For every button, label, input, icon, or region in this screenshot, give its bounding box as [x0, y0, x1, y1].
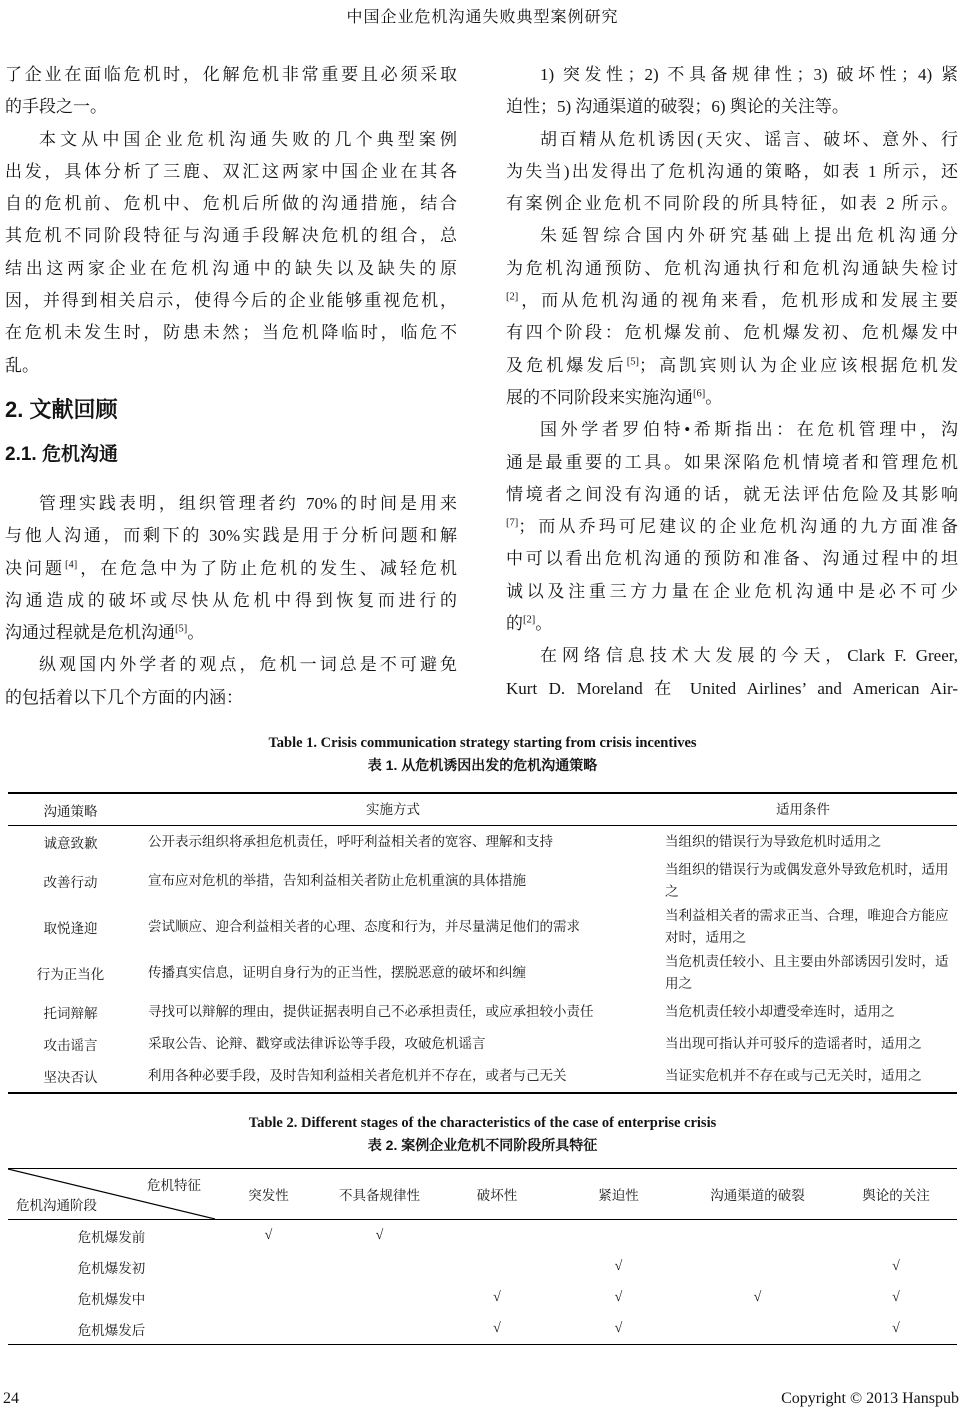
table-row	[8, 826, 957, 858]
table2-col-header: 不具备规律性	[339, 1188, 420, 1203]
text-line: 出发，具体分析了三鹿、双汇这两家中国企业在其各	[5, 161, 457, 181]
table1-caption-zh: 表 1. 从危机诱因出发的危机沟通策略	[367, 757, 598, 773]
left-column	[5, 59, 457, 714]
check-cell	[437, 1251, 557, 1282]
table2-header-row	[8, 1169, 957, 1220]
condition-cell: 当证实危机并不存在或与己无关时，适用之	[665, 1068, 922, 1083]
check-cell	[322, 1251, 437, 1282]
check-cell: √	[264, 1227, 273, 1243]
method-cell: 传播真实信息，证明自身行为的正当性，摆脱恶意的破坏和纠缠	[148, 965, 526, 980]
text-line: 因，并得到相关启示，使得今后的企业能够重视危机，	[5, 291, 457, 311]
text-line: 1) 突发性；2) 不具备规律性；3) 破坏性；4) 紧	[540, 65, 958, 84]
check-cell: √	[892, 1258, 900, 1274]
check-cell	[215, 1313, 322, 1344]
table2-col-header: 紧迫性	[598, 1188, 639, 1203]
text-line: 在网络信息技术大发展的今天，Clark F. Greer,	[540, 646, 958, 666]
page-number: 24	[3, 1390, 19, 1407]
table2-crisis-stages	[8, 1168, 957, 1345]
condition-cell: 当出现可指认并可驳斥的造谣者时，适用之	[665, 1036, 922, 1051]
text-line: 自的危机前、危机中、危机后所做的沟通措施，结合	[5, 194, 457, 214]
table1-header-method: 实施方式	[366, 801, 420, 817]
check-cell: √	[753, 1289, 762, 1305]
check-cell: √	[892, 1289, 900, 1305]
check-cell	[835, 1220, 957, 1251]
table2-col-header: 沟通渠道的破裂	[710, 1188, 805, 1203]
method-cell: 采取公告、论辩、戳穿或法律诉讼等手段，攻破危机谣言	[148, 1036, 486, 1051]
check-cell	[557, 1220, 680, 1251]
check-cell: √	[493, 1289, 501, 1305]
check-cell: √	[614, 1320, 623, 1336]
right-column	[506, 59, 958, 705]
stage-label: 危机爆发中	[77, 1291, 146, 1307]
text-line: 通是最重要的工具。如果深陷危机情境者和管理危机	[506, 452, 958, 472]
table2-col-header: 破坏性	[476, 1188, 518, 1203]
text-line: 朱延智综合国内外研究基础上提出危机沟通分	[540, 226, 958, 246]
condition-cell: 当危机责任较小却遭受牵连时，适用之	[665, 1004, 895, 1019]
text-line: 结出这两家企业在危机沟通中的缺失以及缺失的原	[5, 258, 457, 278]
text-line: 迫性；5) 沟通渠道的破裂；6) 舆论的关注等。	[506, 97, 849, 117]
text-line: 中可以看出危机沟通的预防和准备、沟通过程中的坦	[506, 549, 958, 569]
table1-header-condition: 适用条件	[776, 801, 830, 817]
text-line: 情境者之间没有沟通的话，就无法评估危险及其影响	[506, 484, 958, 504]
text-line: 决问题[4]，在危急中为了防止危机的发生、减轻危机	[5, 558, 457, 578]
corner-label-stage: 危机沟通阶段	[16, 1198, 97, 1213]
text-line: 国外学者罗伯特•希斯指出：在危机管理中，沟	[540, 420, 958, 440]
table-row	[8, 1060, 957, 1092]
text-line: 展的不同阶段来实施沟通[6]。	[506, 387, 723, 407]
condition-cell: 当组织的错误行为或偶发意外导致危机时，适用之	[665, 862, 949, 899]
text-line: 为失当)出发得出了危机沟通的策略，如表 1 所示，还	[506, 161, 958, 181]
strategy-cell: 行为正当化	[36, 967, 105, 982]
table-row	[8, 1282, 957, 1313]
text-line: 管理实践表明，组织管理者约 70%的时间是用来	[39, 493, 457, 513]
table2-corner-cell	[8, 1169, 215, 1219]
table2-caption-en: Table 2. Different stages of the characteristics of the case of enterprise crisis	[248, 1115, 717, 1131]
condition-cell: 当组织的错误行为导致危机时适用之	[665, 834, 881, 849]
text-line: 诚以及注重三方力量在企业危机沟通中是必不可少	[506, 581, 958, 601]
check-cell: √	[614, 1289, 623, 1305]
strategy-cell: 托词辩解	[43, 1006, 98, 1021]
stage-label: 危机爆发前	[77, 1229, 146, 1245]
text-line: 的包括着以下几个方面的内涵：	[5, 687, 243, 707]
table-row	[8, 996, 957, 1028]
running-head-title: 中国企业危机沟通失败典型案例研究	[346, 9, 619, 26]
subsection-heading: 2.1. 危机沟通	[5, 443, 118, 465]
condition-cell: 当利益相关者的需求正当、合理，唯迎合方能应对时，适用之	[665, 908, 949, 945]
text-line: 为危机沟通预防、危机沟通执行和危机沟通缺失检讨	[506, 258, 958, 278]
condition-cell: 当危机责任较小、且主要由外部诱因引发时，适用之	[665, 954, 949, 991]
left-column-body	[5, 488, 457, 714]
strategy-cell: 攻击谣言	[43, 1038, 98, 1053]
strategy-cell: 改善行动	[43, 875, 98, 890]
text-line: 在危机未发生时，防患未然；当危机降临时，临危不	[5, 323, 457, 343]
check-cell: √	[375, 1227, 384, 1243]
text-line: 纵观国内外学者的观点，危机一词总是不可避免	[39, 655, 457, 675]
method-cell: 公开表示组织将承担危机责任，呼吁利益相关者的宽容、理解和支持	[148, 834, 553, 849]
method-cell: 尝试顺应、迎合利益相关者的心理、态度和行为，并尽量满足他们的需求	[148, 919, 580, 934]
strategy-cell: 诚意致歉	[43, 836, 98, 851]
method-cell: 寻找可以辩解的理由，提供证据表明自己不必承担责任，或应承担较小责任	[148, 1004, 594, 1019]
text-line: 本文从中国企业危机沟通失败的几个典型案例	[39, 129, 457, 149]
method-cell: 利用各种必要手段，及时告知利益相关者危机并不存在，或者与己无关	[148, 1068, 567, 1083]
table-row	[8, 1028, 957, 1060]
text-line: 胡百精从危机诱因(天灾、谣言、破坏、意外、行	[540, 129, 958, 149]
table1-crisis-strategies	[8, 792, 957, 1094]
check-cell	[680, 1220, 835, 1251]
stage-label: 危机爆发初	[77, 1260, 146, 1276]
table2-col-header: 舆论的关注	[862, 1188, 930, 1203]
check-cell	[215, 1251, 322, 1282]
table-row	[8, 950, 957, 996]
text-line: 乱。	[5, 355, 39, 375]
check-cell: √	[892, 1320, 900, 1336]
text-line: 的[2]。	[506, 614, 553, 634]
table1-header-row	[8, 794, 957, 826]
text-line: [7]；而从乔玛可尼建议的企业危机沟通的九方面准备	[506, 517, 958, 537]
check-cell	[322, 1282, 437, 1313]
text-line: 与他人沟通，而剩下的 30%实践是用于分析问题和解	[5, 526, 457, 546]
stage-label: 危机爆发后	[77, 1322, 146, 1338]
text-line: 其危机不同阶段特征与沟通手段解决危机的组合，总	[5, 226, 457, 246]
text-line: 及危机爆发后[5]；高凯宾则认为企业应该根据危机发	[506, 355, 958, 375]
strategy-cell: 坚决否认	[43, 1070, 98, 1085]
table2-caption-zh: 表 2. 案例企业危机不同阶段所具特征	[367, 1137, 598, 1153]
check-cell	[322, 1313, 437, 1344]
table1-caption-en: Table 1. Crisis communication strategy starting from crisis incentives	[268, 735, 697, 751]
table1-header-strategy: 沟通策略	[43, 803, 98, 819]
table-row	[8, 1220, 957, 1251]
check-cell	[680, 1251, 835, 1282]
text-line: [2]，而从危机沟通的视角来看，危机形成和发展主要	[506, 291, 958, 311]
copyright-notice: Copyright © 2013 Hanspub	[781, 1390, 959, 1407]
table-row	[8, 1251, 957, 1282]
check-cell: √	[493, 1320, 501, 1336]
text-line: 了企业在面临危机时，化解危机非常重要且必须采取	[5, 65, 457, 84]
strategy-cell: 取悦逢迎	[43, 921, 98, 936]
table2-col-header: 突发性	[248, 1188, 289, 1203]
table-row	[8, 904, 957, 950]
text-line: Kurt D. Moreland 在 United Airlines’ and American Air-	[506, 678, 958, 698]
text-line: 有四个阶段：危机爆发前、危机爆发初、危机爆发中	[506, 323, 958, 343]
table-row	[8, 858, 957, 904]
corner-label-characteristic: 危机特征	[147, 1178, 201, 1193]
check-cell: √	[614, 1258, 623, 1274]
text-line: 沟通造成的破坏或尽快从危机中得到恢复而进行的	[5, 590, 457, 610]
check-cell	[215, 1282, 322, 1313]
text-line: 的手段之一。	[5, 97, 107, 117]
table-row	[8, 1313, 957, 1344]
method-cell: 宣布应对危机的举措，告知利益相关者防止危机重演的具体措施	[148, 873, 526, 888]
text-line: 沟通过程就是危机沟通[5]。	[5, 623, 205, 643]
text-line: 有案例企业危机不同阶段的所具特征，如表 2 所示。	[506, 194, 958, 214]
section-heading: 2. 文献回顾	[5, 396, 118, 422]
check-cell	[437, 1220, 557, 1251]
check-cell	[680, 1313, 835, 1344]
